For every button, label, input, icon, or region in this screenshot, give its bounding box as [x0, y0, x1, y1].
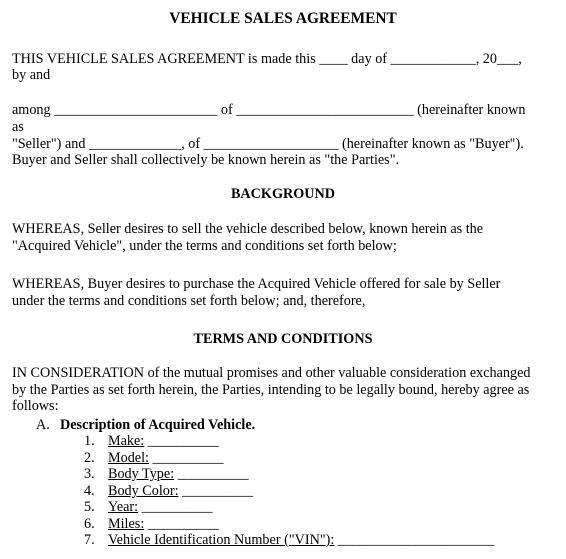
terms-line-3: follows:: [12, 398, 59, 414]
item-blank: __________: [148, 450, 224, 466]
intro-line-4: as: [12, 119, 24, 135]
background-p2-line-2: under the terms and conditions set forth below; and, therefore,: [12, 293, 366, 309]
background-p1-line-2: "Acquired Vehicle", under the terms and conditions set forth below;: [12, 238, 397, 254]
document-title: VEHICLE SALES AGREEMENT: [169, 10, 397, 27]
terms-line-1: IN CONSIDERATION of the mutual promises and other valuable consideration exchanged: [12, 365, 531, 381]
item-body-color: [108, 483, 253, 500]
item-label: Model:: [108, 450, 149, 466]
item-make: [108, 433, 219, 450]
background-p2-line-1: WHEREAS, Buyer desires to purchase the Acquired Vehicle offered for sale by Seller: [12, 276, 501, 292]
item-label: Make:: [108, 433, 145, 449]
section-a-heading: Description of Acquired Vehicle.: [60, 417, 256, 433]
background-heading: BACKGROUND: [230, 186, 336, 202]
intro-line-5: "Seller") and _____________, of ___________________ (hereinafter known as "Buyer").: [12, 136, 524, 152]
item-label: Year:: [108, 499, 139, 515]
intro-line-3: among _______________________ of _________________________ (hereinafter known: [12, 102, 526, 118]
terms-heading: TERMS AND CONDITIONS: [193, 331, 373, 347]
item-model: [108, 450, 223, 467]
section-a-marker: A.: [36, 417, 50, 433]
item-number: 3.: [84, 466, 95, 482]
item-blank: __________: [174, 466, 249, 482]
item-number: 7.: [84, 532, 95, 548]
item-body-type: [108, 466, 249, 483]
item-vin: [108, 532, 494, 549]
intro-line-2: by and: [12, 67, 51, 83]
item-number: 2.: [84, 450, 95, 466]
item-blank: __________: [178, 483, 254, 499]
background-p1-line-1: WHEREAS, Seller desires to sell the vehicle described below, known herein as the: [12, 221, 484, 237]
item-number: 1.: [84, 433, 95, 449]
item-blank: __________: [144, 433, 219, 449]
item-label: Body Color:: [108, 483, 179, 499]
item-number: 6.: [84, 516, 95, 532]
item-number: 5.: [84, 499, 95, 515]
item-blank: ______________________: [334, 532, 494, 548]
item-label: Vehicle Identification Number ("VIN"):: [108, 532, 335, 548]
item-year: [108, 499, 213, 516]
item-blank: __________: [138, 499, 213, 515]
item-miles: [108, 516, 219, 533]
item-label: Miles:: [108, 516, 145, 532]
terms-line-2: by the Parties as set forth herein, the Parties, intending to be legally bound, hereby agree as: [12, 382, 530, 398]
item-number: 4.: [84, 483, 95, 499]
item-blank: __________: [144, 516, 219, 532]
intro-line-6: Buyer and Seller shall collectively be known herein as "the Parties".: [12, 152, 400, 168]
intro-line-1: THIS VEHICLE SALES AGREEMENT is made this ____ day of ____________, 20___,: [12, 51, 522, 67]
item-label: Body Type:: [108, 466, 175, 482]
